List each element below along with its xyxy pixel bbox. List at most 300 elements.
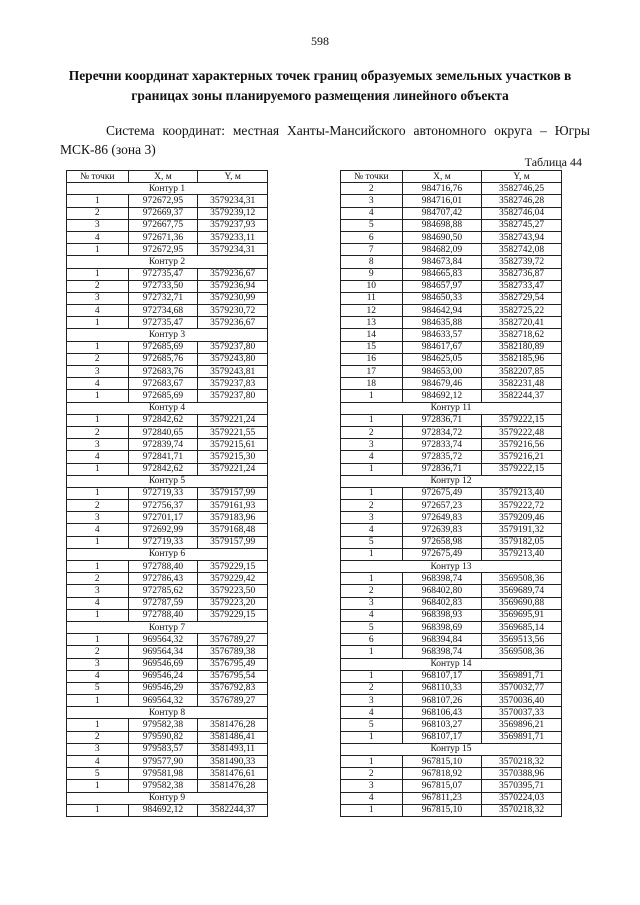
y-coordinate-cell: 3579236,67: [198, 268, 268, 280]
x-coordinate-cell: 984635,88: [402, 317, 482, 329]
contour-header-row: [67, 792, 268, 804]
point-number-cell: 1: [67, 804, 129, 816]
x-coordinate-cell: 968107,17: [402, 670, 482, 682]
y-coordinate-cell: 3579223,20: [198, 597, 268, 609]
y-coordinate-cell: 3576792,83: [198, 682, 268, 694]
contour-header-row: [67, 548, 268, 560]
table-row: [341, 463, 562, 475]
y-coordinate-cell: 3582746,25: [482, 183, 562, 195]
x-coordinate-cell: 972786,43: [128, 573, 198, 585]
table-row: [67, 780, 268, 792]
point-number-cell: 2: [341, 500, 403, 512]
y-coordinate-cell: 3582743,94: [482, 231, 562, 243]
x-coordinate-cell: 972657,23: [402, 500, 482, 512]
header-y: Y, м: [482, 171, 562, 183]
contour-header-row: [67, 329, 268, 341]
table-row: [341, 548, 562, 560]
x-coordinate-cell: 984716,76: [402, 183, 482, 195]
page-number: 598: [311, 34, 329, 48]
point-number-cell: 1: [67, 780, 129, 792]
point-number-cell: 1: [341, 670, 403, 682]
y-coordinate-cell: 3581476,61: [198, 768, 268, 780]
table-row: [341, 366, 562, 378]
x-coordinate-cell: 984617,67: [402, 341, 482, 353]
table-row: [341, 219, 562, 231]
y-coordinate-cell: 3581476,28: [198, 780, 268, 792]
y-coordinate-cell: 3569508,36: [482, 646, 562, 658]
contour-label: Контур 9: [67, 792, 268, 804]
point-number-cell: 2: [341, 183, 403, 195]
coordinate-system-text: Система координат: местная Ханты-Мансийского автономного округа – Югры МСК-86 (зона 3): [60, 123, 590, 157]
table-row: [341, 414, 562, 426]
table-row: [67, 366, 268, 378]
table-row: [67, 670, 268, 682]
x-coordinate-cell: 972692,99: [128, 524, 198, 536]
table-row: [67, 561, 268, 573]
x-coordinate-cell: 984642,94: [402, 305, 482, 317]
point-number-cell: 4: [67, 305, 129, 317]
point-number-cell: 4: [67, 670, 129, 682]
x-coordinate-cell: 972788,40: [128, 609, 198, 621]
table-row: [341, 585, 562, 597]
table-row: [341, 792, 562, 804]
table-row: [67, 536, 268, 548]
point-number-cell: 2: [341, 768, 403, 780]
point-number-cell: 5: [67, 682, 129, 694]
table-row: [341, 390, 562, 402]
x-coordinate-cell: 969546,24: [128, 670, 198, 682]
table-row: [67, 804, 268, 816]
x-coordinate-cell: 969546,69: [128, 658, 198, 670]
header-x: X, м: [128, 171, 198, 183]
table-row: [341, 353, 562, 365]
table-row: [67, 378, 268, 390]
table-row: [67, 731, 268, 743]
table-row: [341, 573, 562, 585]
y-coordinate-cell: 3570037,33: [482, 707, 562, 719]
contour-label: Контур 15: [341, 743, 562, 755]
table-row: [67, 487, 268, 499]
y-coordinate-cell: 3579222,15: [482, 463, 562, 475]
y-coordinate-cell: 3576789,38: [198, 646, 268, 658]
y-coordinate-cell: 3570032,77: [482, 682, 562, 694]
y-coordinate-cell: 3579230,99: [198, 292, 268, 304]
x-coordinate-cell: 972733,50: [128, 280, 198, 292]
contour-label: Контур 5: [67, 475, 268, 487]
y-coordinate-cell: 3582736,87: [482, 268, 562, 280]
x-coordinate-cell: 984716,01: [402, 195, 482, 207]
y-coordinate-cell: 3570395,71: [482, 780, 562, 792]
x-coordinate-cell: 968398,74: [402, 646, 482, 658]
x-coordinate-cell: 984692,12: [128, 804, 198, 816]
point-number-cell: 1: [67, 268, 129, 280]
y-coordinate-cell: 3582746,04: [482, 207, 562, 219]
table-row: [67, 439, 268, 451]
y-coordinate-cell: 3579243,81: [198, 366, 268, 378]
point-number-cell: 17: [341, 366, 403, 378]
table-row: [341, 756, 562, 768]
table-header-row: [341, 171, 562, 183]
y-coordinate-cell: 3581486,41: [198, 731, 268, 743]
y-coordinate-cell: 3579157,99: [198, 487, 268, 499]
x-coordinate-cell: 968103,27: [402, 719, 482, 731]
x-coordinate-cell: 968106,43: [402, 707, 482, 719]
x-coordinate-cell: 972639,83: [402, 524, 482, 536]
y-coordinate-cell: 3570388,96: [482, 768, 562, 780]
table-row: [67, 634, 268, 646]
point-number-cell: 1: [341, 414, 403, 426]
x-coordinate-cell: 972785,62: [128, 585, 198, 597]
point-number-cell: 3: [67, 743, 129, 755]
y-coordinate-cell: 3582244,37: [198, 804, 268, 816]
x-coordinate-cell: 972719,33: [128, 487, 198, 499]
table-row: [341, 378, 562, 390]
x-coordinate-cell: 979581,98: [128, 768, 198, 780]
point-number-cell: 1: [341, 573, 403, 585]
contour-label: Контур 11: [341, 402, 562, 414]
point-number-cell: 1: [67, 414, 129, 426]
point-number-cell: 4: [341, 792, 403, 804]
table-row: [67, 244, 268, 256]
y-coordinate-cell: 3579168,48: [198, 524, 268, 536]
point-number-cell: 1: [67, 634, 129, 646]
x-coordinate-cell: 984650,33: [402, 292, 482, 304]
point-number-cell: 3: [67, 292, 129, 304]
x-coordinate-cell: 968394,84: [402, 634, 482, 646]
table-header-row: [67, 171, 268, 183]
point-number-cell: 5: [67, 768, 129, 780]
table-row: [341, 195, 562, 207]
x-coordinate-cell: 969564,32: [128, 695, 198, 707]
x-coordinate-cell: 972669,37: [128, 207, 198, 219]
point-number-cell: 4: [67, 756, 129, 768]
y-coordinate-cell: 3569891,71: [482, 731, 562, 743]
x-coordinate-cell: 969564,34: [128, 646, 198, 658]
point-number-cell: 16: [341, 353, 403, 365]
table-label: Таблица 44: [524, 155, 582, 169]
table-row: [67, 646, 268, 658]
table-row: [341, 609, 562, 621]
table-row: [341, 524, 562, 536]
contour-header-row: [67, 256, 268, 268]
point-number-cell: 3: [341, 597, 403, 609]
point-number-cell: 1: [341, 463, 403, 475]
x-coordinate-cell: 968402,80: [402, 585, 482, 597]
point-number-cell: 5: [341, 621, 403, 633]
table-row: [67, 585, 268, 597]
x-coordinate-cell: 968110,33: [402, 682, 482, 694]
contour-header-row: [67, 183, 268, 195]
table-row: [67, 719, 268, 731]
y-coordinate-cell: 3581476,28: [198, 719, 268, 731]
point-number-cell: 1: [67, 609, 129, 621]
contour-header-row: [67, 707, 268, 719]
x-coordinate-cell: 972685,69: [128, 390, 198, 402]
point-number-cell: 3: [67, 658, 129, 670]
y-coordinate-cell: 3582739,72: [482, 256, 562, 268]
x-coordinate-cell: 968107,17: [402, 731, 482, 743]
y-coordinate-cell: 3579209,46: [482, 512, 562, 524]
header-point-number: № точки: [341, 171, 403, 183]
x-coordinate-cell: 972667,75: [128, 219, 198, 231]
point-number-cell: 1: [67, 487, 129, 499]
y-coordinate-cell: 3579222,15: [482, 414, 562, 426]
contour-label: Контур 4: [67, 402, 268, 414]
table-row: [67, 292, 268, 304]
y-coordinate-cell: 3579215,30: [198, 451, 268, 463]
x-coordinate-cell: 968398,74: [402, 573, 482, 585]
point-number-cell: 4: [67, 378, 129, 390]
table-row: [341, 183, 562, 195]
point-number-cell: 14: [341, 329, 403, 341]
point-number-cell: 5: [341, 536, 403, 548]
x-coordinate-cell: 972671,36: [128, 231, 198, 243]
x-coordinate-cell: 972675,49: [402, 487, 482, 499]
y-coordinate-cell: 3569513,56: [482, 634, 562, 646]
table-row: [341, 621, 562, 633]
table-row: [341, 707, 562, 719]
x-coordinate-cell: 972672,95: [128, 244, 198, 256]
y-coordinate-cell: 3579222,48: [482, 426, 562, 438]
point-number-cell: 2: [67, 353, 129, 365]
x-coordinate-cell: 984692,12: [402, 390, 482, 402]
y-coordinate-cell: 3581493,11: [198, 743, 268, 755]
point-number-cell: 1: [67, 317, 129, 329]
y-coordinate-cell: 3582745,27: [482, 219, 562, 231]
x-coordinate-cell: 979583,57: [128, 743, 198, 755]
point-number-cell: 1: [67, 536, 129, 548]
coordinates-table-right: [340, 170, 562, 817]
y-coordinate-cell: 3579157,99: [198, 536, 268, 548]
point-number-cell: 3: [341, 695, 403, 707]
y-coordinate-cell: 3579221,55: [198, 426, 268, 438]
y-coordinate-cell: 3579229,15: [198, 609, 268, 621]
x-coordinate-cell: 972719,33: [128, 536, 198, 548]
x-coordinate-cell: 972842,62: [128, 463, 198, 475]
table-row: [67, 682, 268, 694]
y-coordinate-cell: 3579236,67: [198, 317, 268, 329]
point-number-cell: 18: [341, 378, 403, 390]
y-coordinate-cell: 3579237,83: [198, 378, 268, 390]
table-row: [67, 268, 268, 280]
point-number-cell: 4: [67, 597, 129, 609]
y-coordinate-cell: 3569685,14: [482, 621, 562, 633]
table-row: [341, 268, 562, 280]
x-coordinate-cell: 972683,76: [128, 366, 198, 378]
x-coordinate-cell: 972841,71: [128, 451, 198, 463]
point-number-cell: 3: [67, 366, 129, 378]
y-coordinate-cell: 3582718,62: [482, 329, 562, 341]
point-number-cell: 12: [341, 305, 403, 317]
point-number-cell: 1: [67, 695, 129, 707]
y-coordinate-cell: 3579234,31: [198, 195, 268, 207]
y-coordinate-cell: 3570224,03: [482, 792, 562, 804]
table-row: [67, 756, 268, 768]
y-coordinate-cell: 3581490,33: [198, 756, 268, 768]
y-coordinate-cell: 3579243,80: [198, 353, 268, 365]
point-number-cell: 1: [341, 756, 403, 768]
contour-label: Контур 3: [67, 329, 268, 341]
x-coordinate-cell: 967815,10: [402, 756, 482, 768]
point-number-cell: 2: [67, 500, 129, 512]
contour-label: Контур 2: [67, 256, 268, 268]
header-x: X, м: [402, 171, 482, 183]
table-row: [67, 743, 268, 755]
table-row: [67, 207, 268, 219]
x-coordinate-cell: 972756,37: [128, 500, 198, 512]
point-number-cell: 3: [67, 585, 129, 597]
point-number-cell: 1: [67, 195, 129, 207]
x-coordinate-cell: 979590,82: [128, 731, 198, 743]
y-coordinate-cell: 3582207,85: [482, 366, 562, 378]
table-row: [67, 353, 268, 365]
x-coordinate-cell: 984657,97: [402, 280, 482, 292]
x-coordinate-cell: 969546,29: [128, 682, 198, 694]
point-number-cell: 1: [67, 463, 129, 475]
contour-label: Контур 7: [67, 621, 268, 633]
table-row: [341, 292, 562, 304]
x-coordinate-cell: 967815,07: [402, 780, 482, 792]
contour-label: Контур 8: [67, 707, 268, 719]
x-coordinate-cell: 972658,98: [402, 536, 482, 548]
table-row: [67, 317, 268, 329]
x-coordinate-cell: 979577,90: [128, 756, 198, 768]
y-coordinate-cell: 3576795,49: [198, 658, 268, 670]
table-row: [341, 305, 562, 317]
table-row: [341, 804, 562, 816]
y-coordinate-cell: 3579229,42: [198, 573, 268, 585]
table-row: [341, 451, 562, 463]
x-coordinate-cell: 972735,47: [128, 268, 198, 280]
y-coordinate-cell: 3582725,22: [482, 305, 562, 317]
table-row: [67, 768, 268, 780]
table-row: [341, 512, 562, 524]
table-row: [67, 500, 268, 512]
x-coordinate-cell: 972835,72: [402, 451, 482, 463]
table-row: [341, 500, 562, 512]
point-number-cell: 13: [341, 317, 403, 329]
x-coordinate-cell: 969564,32: [128, 634, 198, 646]
contour-label: Контур 6: [67, 548, 268, 560]
point-number-cell: 2: [67, 731, 129, 743]
y-coordinate-cell: 3576789,27: [198, 634, 268, 646]
x-coordinate-cell: 972788,40: [128, 561, 198, 573]
x-coordinate-cell: 967815,10: [402, 804, 482, 816]
y-coordinate-cell: 3579239,12: [198, 207, 268, 219]
contour-header-row: [67, 475, 268, 487]
y-coordinate-cell: 3579223,50: [198, 585, 268, 597]
y-coordinate-cell: 3569689,74: [482, 585, 562, 597]
table-row: [341, 634, 562, 646]
x-coordinate-cell: 972836,71: [402, 463, 482, 475]
x-coordinate-cell: 967818,92: [402, 768, 482, 780]
point-number-cell: 1: [341, 487, 403, 499]
y-coordinate-cell: 3579236,94: [198, 280, 268, 292]
x-coordinate-cell: 968107,26: [402, 695, 482, 707]
y-coordinate-cell: 3582729,54: [482, 292, 562, 304]
y-coordinate-cell: 3576795,54: [198, 670, 268, 682]
x-coordinate-cell: 972683,67: [128, 378, 198, 390]
x-coordinate-cell: 972842,62: [128, 414, 198, 426]
y-coordinate-cell: 3582746,28: [482, 195, 562, 207]
table-row: [341, 341, 562, 353]
point-number-cell: 3: [67, 219, 129, 231]
x-coordinate-cell: 984633,57: [402, 329, 482, 341]
table-row: [67, 658, 268, 670]
point-number-cell: 1: [67, 719, 129, 731]
point-number-cell: 1: [341, 646, 403, 658]
table-row: [341, 317, 562, 329]
x-coordinate-cell: 984673,84: [402, 256, 482, 268]
table-row: [341, 731, 562, 743]
table-row: [341, 646, 562, 658]
x-coordinate-cell: 984690,50: [402, 231, 482, 243]
y-coordinate-cell: 3579213,40: [482, 487, 562, 499]
point-number-cell: 1: [67, 561, 129, 573]
table-row: [67, 597, 268, 609]
y-coordinate-cell: 3582742,08: [482, 244, 562, 256]
y-coordinate-cell: 3579215,61: [198, 439, 268, 451]
y-coordinate-cell: 3570218,32: [482, 756, 562, 768]
point-number-cell: 4: [341, 609, 403, 621]
point-number-cell: 10: [341, 280, 403, 292]
point-number-cell: 3: [67, 512, 129, 524]
point-number-cell: 2: [341, 682, 403, 694]
table-row: [341, 670, 562, 682]
table-row: [67, 451, 268, 463]
table-row: [67, 463, 268, 475]
y-coordinate-cell: 3582185,96: [482, 353, 562, 365]
y-coordinate-cell: 3569690,88: [482, 597, 562, 609]
y-coordinate-cell: 3579182,05: [482, 536, 562, 548]
x-coordinate-cell: 972675,49: [402, 548, 482, 560]
contour-label: Контур 12: [341, 475, 562, 487]
table-row: [341, 536, 562, 548]
x-coordinate-cell: 972732,71: [128, 292, 198, 304]
y-coordinate-cell: 3582244,37: [482, 390, 562, 402]
table-row: [341, 780, 562, 792]
point-number-cell: 3: [67, 439, 129, 451]
y-coordinate-cell: 3569508,36: [482, 573, 562, 585]
table-row: [67, 414, 268, 426]
x-coordinate-cell: 967811,23: [402, 792, 482, 804]
table-row: [67, 219, 268, 231]
x-coordinate-cell: 972735,47: [128, 317, 198, 329]
x-coordinate-cell: 972833,74: [402, 439, 482, 451]
table-row: [341, 329, 562, 341]
table-row: [67, 231, 268, 243]
contour-label: Контур 1: [67, 183, 268, 195]
point-number-cell: 15: [341, 341, 403, 353]
table-row: [67, 280, 268, 292]
table-row: [341, 682, 562, 694]
table-row: [341, 695, 562, 707]
table-row: [67, 390, 268, 402]
table-row: [341, 439, 562, 451]
x-coordinate-cell: 972701,17: [128, 512, 198, 524]
table-row: [341, 426, 562, 438]
point-number-cell: 1: [67, 244, 129, 256]
table-row: [67, 195, 268, 207]
point-number-cell: 1: [341, 390, 403, 402]
point-number-cell: 1: [341, 804, 403, 816]
y-coordinate-cell: 3569695,91: [482, 609, 562, 621]
point-number-cell: 2: [67, 280, 129, 292]
point-number-cell: 5: [341, 219, 403, 231]
y-coordinate-cell: 3579237,80: [198, 390, 268, 402]
point-number-cell: 1: [341, 731, 403, 743]
x-coordinate-cell: 972734,68: [128, 305, 198, 317]
